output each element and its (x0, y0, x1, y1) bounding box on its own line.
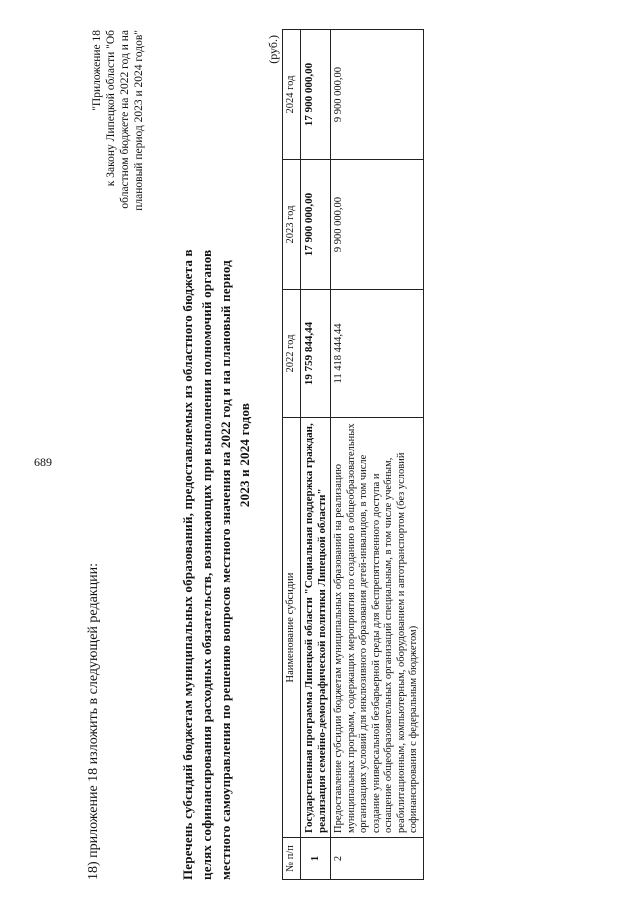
row-number: 1 (301, 838, 331, 880)
appendix-note-line: областном бюджете на 2022 год и на (119, 30, 131, 209)
row-number: 2 (331, 838, 424, 880)
intro-text: 18) приложение 18 изложить в следующей редакции: (86, 563, 101, 880)
amount-2024: 9 900 000,00 (331, 30, 424, 160)
amount-2023: 17 900 000,00 (301, 160, 331, 290)
subsidy-name: Предоставление субсидии бюджетам муниципальных образований на реализацию муниципальных программ, содержащих мероприятия по созданию в общеобразовательных организациях условий для инклюзивного образования детей-инвалидов, в том числе создание универсальной безбарьерной среды для беспрепятственного доступа и оснащение общеобразовательных организаций специальным, в том числе учебным, реабилитационным, компьютерным, оборудованием и автотранспортом (без условий софинансирования с федеральным бюджетом) (331, 418, 424, 838)
column-header-2023: 2023 год (283, 160, 301, 290)
table-row (331, 30, 424, 880)
column-header-number: № п/п (283, 838, 301, 880)
document-heading (178, 30, 254, 880)
appendix-note-line: "Приложение 18 (91, 30, 103, 111)
subsidy-name: Государственная программа Липецкой области "Социальная поддержка граждан, реализация семейно-демографической политики Липецкой области" (301, 418, 331, 838)
column-header-2024: 2024 год (283, 30, 301, 160)
heading-line: местного самоуправления по решению вопросов местного значения на 2022 год и на плановый период (218, 260, 233, 880)
column-header-name: Наименование субсидии (283, 418, 301, 838)
amount-2024: 17 900 000,00 (301, 30, 331, 160)
amount-2023: 9 900 000,00 (331, 160, 424, 290)
heading-line: Перечень субсидий бюджетам муниципальных образований, предоставляемых из областного бюджета в (180, 249, 195, 880)
subsidies-table (282, 29, 424, 880)
page-number: 689 (34, 455, 52, 469)
column-header-2022: 2022 год (283, 290, 301, 418)
heading-line: 2023 и 2024 годов (237, 402, 252, 508)
table-header-row (283, 30, 301, 880)
rotated-content (20, 10, 620, 890)
amount-2022: 19 759 844,44 (301, 290, 331, 418)
currency-unit: (руб.) (266, 35, 280, 64)
heading-line: целях софинансирования расходных обязательств, возникающих при выполнении полномочий органов (199, 249, 214, 880)
table-row (301, 30, 331, 880)
appendix-note-line: плановый период 2023 и 2024 годов" (133, 30, 145, 211)
appendix-note-line: к Закону Липецкой области "Об (105, 30, 117, 187)
appendix-note (90, 30, 146, 270)
amount-2022: 11 418 444,44 (331, 290, 424, 418)
